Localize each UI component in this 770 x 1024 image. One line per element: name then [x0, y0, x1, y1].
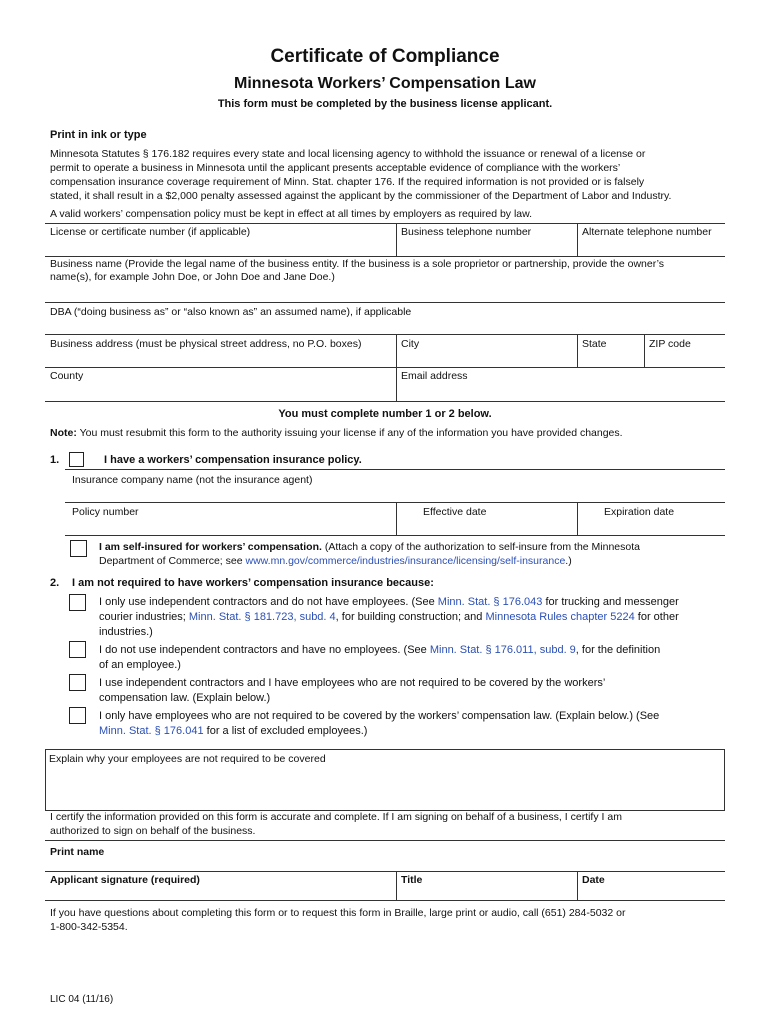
grid-divider: [577, 334, 578, 367]
county-label: County: [50, 370, 84, 382]
option2a-other: for other: [637, 611, 679, 623]
option2a-post: for trucking and messenger: [545, 596, 679, 608]
certify-line: I certify the information provided on this form is accurate and complete. If I am signing on behalf of a business, I certify I am: [50, 811, 622, 823]
option1-label: I have a workers’ compensation insurance policy.: [104, 454, 362, 466]
grid-divider: [577, 871, 578, 901]
option2a-text: [99, 595, 729, 640]
option2b-post: , for the definition: [575, 644, 661, 656]
note: [50, 426, 623, 440]
option2b-checkbox[interactable]: [69, 641, 86, 658]
alt-phone-input[interactable]: [582, 240, 722, 254]
questions-line: 1-800-342-5354.: [50, 921, 128, 933]
state-label: State: [582, 338, 607, 350]
grid-rule: [65, 535, 725, 536]
date-input[interactable]: [582, 888, 722, 898]
option2b-pre: I do not use independent contractors and have no employees. (See: [99, 644, 427, 656]
self-insurance-link[interactable]: www.mn.gov/commerce/industries/insurance/licensing/self-insurance: [245, 555, 566, 567]
option2d-line: I only have employees who are not required to be covered by the workers’ compensation law. (Explain below.) (See: [99, 710, 660, 722]
date-label: Date: [582, 874, 605, 886]
city-label: City: [401, 338, 420, 350]
form-instruction: This form must be completed by the business license applicant.: [217, 98, 553, 110]
statute-line: compensation insurance coverage requirement of Minn. Stat. chapter 176. If the required information is not provided or is falsely: [50, 176, 645, 188]
license-number-input[interactable]: [50, 240, 390, 254]
option2a-mid: , for building construction; and: [335, 611, 483, 623]
grid-rule: [45, 302, 725, 303]
option2-number: 2.: [50, 577, 60, 589]
explain-box[interactable]: [45, 749, 725, 811]
email-label: Email address: [401, 370, 468, 382]
grid-divider: [577, 223, 578, 257]
grid-divider: [396, 223, 397, 257]
policy-note: A valid workers’ compensation policy must be kept in effect at all times by employers as required by law.: [50, 208, 533, 220]
zip-input[interactable]: [649, 352, 721, 364]
option1-number: 1.: [50, 454, 60, 466]
option2c-checkbox[interactable]: [69, 674, 86, 691]
option2b-line: of an employee.): [99, 659, 181, 671]
business-name-input[interactable]: [50, 286, 720, 300]
stat-181-723-link[interactable]: Minn. Stat. § 181.723, subd. 4: [188, 611, 336, 623]
self-insured-text: [99, 540, 729, 568]
grid-divider: [396, 871, 397, 901]
signature-input[interactable]: [50, 888, 390, 898]
license-number-label: License or certificate number (if applicable): [50, 226, 251, 238]
option2c-line: compensation law. (Explain below.): [99, 692, 271, 704]
option2a-pre: I only use independent contractors and do not have employees. (See: [99, 596, 435, 608]
print-name-input[interactable]: [50, 858, 720, 870]
email-input[interactable]: [401, 384, 721, 398]
complete-instruction: You must complete number 1 or 2 below.: [278, 408, 492, 420]
self-insured-close: .): [565, 555, 572, 567]
stat-176-043-link[interactable]: Minn. Stat. § 176.043: [437, 596, 543, 608]
zip-label: ZIP code: [649, 338, 691, 350]
policy-number-label: Policy number: [72, 506, 139, 518]
grid-divider: [577, 502, 578, 536]
business-phone-label: Business telephone number: [401, 226, 532, 238]
self-insured-attach: (Attach a copy of the authorization to self-insure from the Minnesota: [324, 541, 640, 553]
print-label: Print in ink or type: [50, 129, 147, 141]
option2d-checkbox[interactable]: [69, 707, 86, 724]
print-name-label: Print name: [50, 846, 105, 858]
grid-rule: [45, 900, 725, 901]
option2d-post: for a list of excluded employees.): [206, 725, 368, 737]
option2d-line: [99, 724, 729, 739]
grid-rule: [65, 502, 725, 503]
business-name-label: [50, 258, 664, 284]
statute-line: Minnesota Statutes § 176.182 requires every state and local licensing agency to withhold the issuance or renewal of a license or: [50, 148, 646, 160]
certify-text: [50, 810, 622, 838]
self-insured-bold: I am self-insured for workers’ compensation.: [99, 541, 322, 553]
self-insured-line: [99, 540, 729, 554]
business-name-line: Business name (Provide the legal name of the business entity. If the business is a sole proprietor or partnership, provide the owner’s: [50, 258, 664, 270]
grid-rule: [45, 223, 725, 224]
self-insured-line: [99, 554, 729, 568]
effective-date-input[interactable]: [403, 520, 573, 532]
policy-number-input[interactable]: [72, 520, 392, 532]
dba-input[interactable]: [50, 320, 720, 332]
form-subtitle: Minnesota Workers’ Compensation Law: [234, 75, 536, 92]
certify-line: authorized to sign on behalf of the business.: [50, 825, 256, 837]
option2-label: I am not required to have workers’ compensation insurance because:: [72, 577, 434, 589]
title-input[interactable]: [401, 888, 571, 898]
county-input[interactable]: [50, 384, 390, 398]
self-insured-dept: Department of Commerce; see: [99, 555, 243, 567]
form-code: LIC 04 (11/16): [50, 994, 114, 1005]
expiration-date-input[interactable]: [584, 520, 719, 532]
business-address-input[interactable]: [50, 352, 390, 364]
note-text: You must resubmit this form to the authority issuing your license if any of the information you have provided changes.: [79, 427, 623, 439]
grid-rule: [45, 401, 725, 402]
grid-divider: [644, 334, 645, 367]
statute-line: permit to operate a business in Minnesota until the applicant presents acceptable evidence of compliance with the workers’: [50, 162, 621, 174]
option2a-courier: courier industries;: [99, 611, 186, 623]
grid-rule: [45, 334, 725, 335]
option2a-line: [99, 610, 729, 625]
insurance-company-input[interactable]: [72, 488, 717, 500]
business-address-label: Business address (must be physical street address, no P.O. boxes): [50, 338, 362, 350]
grid-divider: [396, 502, 397, 536]
alt-phone-label: Alternate telephone number: [582, 226, 712, 238]
option1-checkbox[interactable]: [69, 452, 84, 467]
option2a-line: [99, 595, 729, 610]
note-label: Note:: [50, 427, 77, 439]
statute-paragraph: [50, 147, 740, 203]
option2b-line: [99, 643, 729, 658]
explain-label: Explain why your employees are not required to be covered: [49, 753, 326, 765]
statute-line: stated, it shall result in a $2,000 penalty assessed against the applicant by the commissioner of the Department of Labor and Industry.: [50, 190, 672, 202]
grid-rule: [45, 256, 725, 257]
grid-rule: [45, 840, 725, 841]
grid-rule: [65, 469, 725, 470]
state-input[interactable]: [582, 352, 642, 364]
expiration-date-label: Expiration date: [604, 506, 675, 518]
stat-176-041-link[interactable]: Minn. Stat. § 176.041: [99, 725, 204, 737]
form-title: Certificate of Compliance: [270, 46, 500, 67]
option2a-checkbox[interactable]: [69, 594, 86, 611]
grid-divider: [396, 334, 397, 402]
stat-176-011-link[interactable]: Minn. Stat. § 176.011, subd. 9: [429, 644, 576, 656]
dba-label: DBA (“doing business as” or “also known as” an assumed name), if applicable: [50, 306, 412, 318]
option2a-line: industries.): [99, 626, 153, 638]
business-name-line: name(s), for example John Doe, or John Doe and Jane Doe.): [50, 271, 335, 283]
signature-label: Applicant signature (required): [50, 874, 200, 886]
grid-rule: [45, 871, 725, 872]
grid-rule: [45, 367, 725, 368]
title-label: Title: [401, 874, 423, 886]
insurance-company-label: Insurance company name (not the insurance agent): [72, 474, 313, 486]
option2b-text: [99, 643, 729, 673]
effective-date-label: Effective date: [423, 506, 487, 518]
rules-5224-link[interactable]: Minnesota Rules chapter 5224: [485, 611, 635, 623]
option2c-text: [99, 676, 729, 706]
option2d-text: [99, 709, 729, 739]
questions-text: [50, 906, 625, 934]
self-insured-checkbox[interactable]: [70, 540, 87, 557]
option2c-line: I use independent contractors and I have employees who are not required to be covered by the workers’: [99, 677, 606, 689]
city-input[interactable]: [401, 352, 571, 364]
questions-line: If you have questions about completing this form or to request this form in Braille, large print or audio, call (651) 284-5032 or: [50, 907, 626, 919]
business-phone-input[interactable]: [401, 240, 571, 254]
